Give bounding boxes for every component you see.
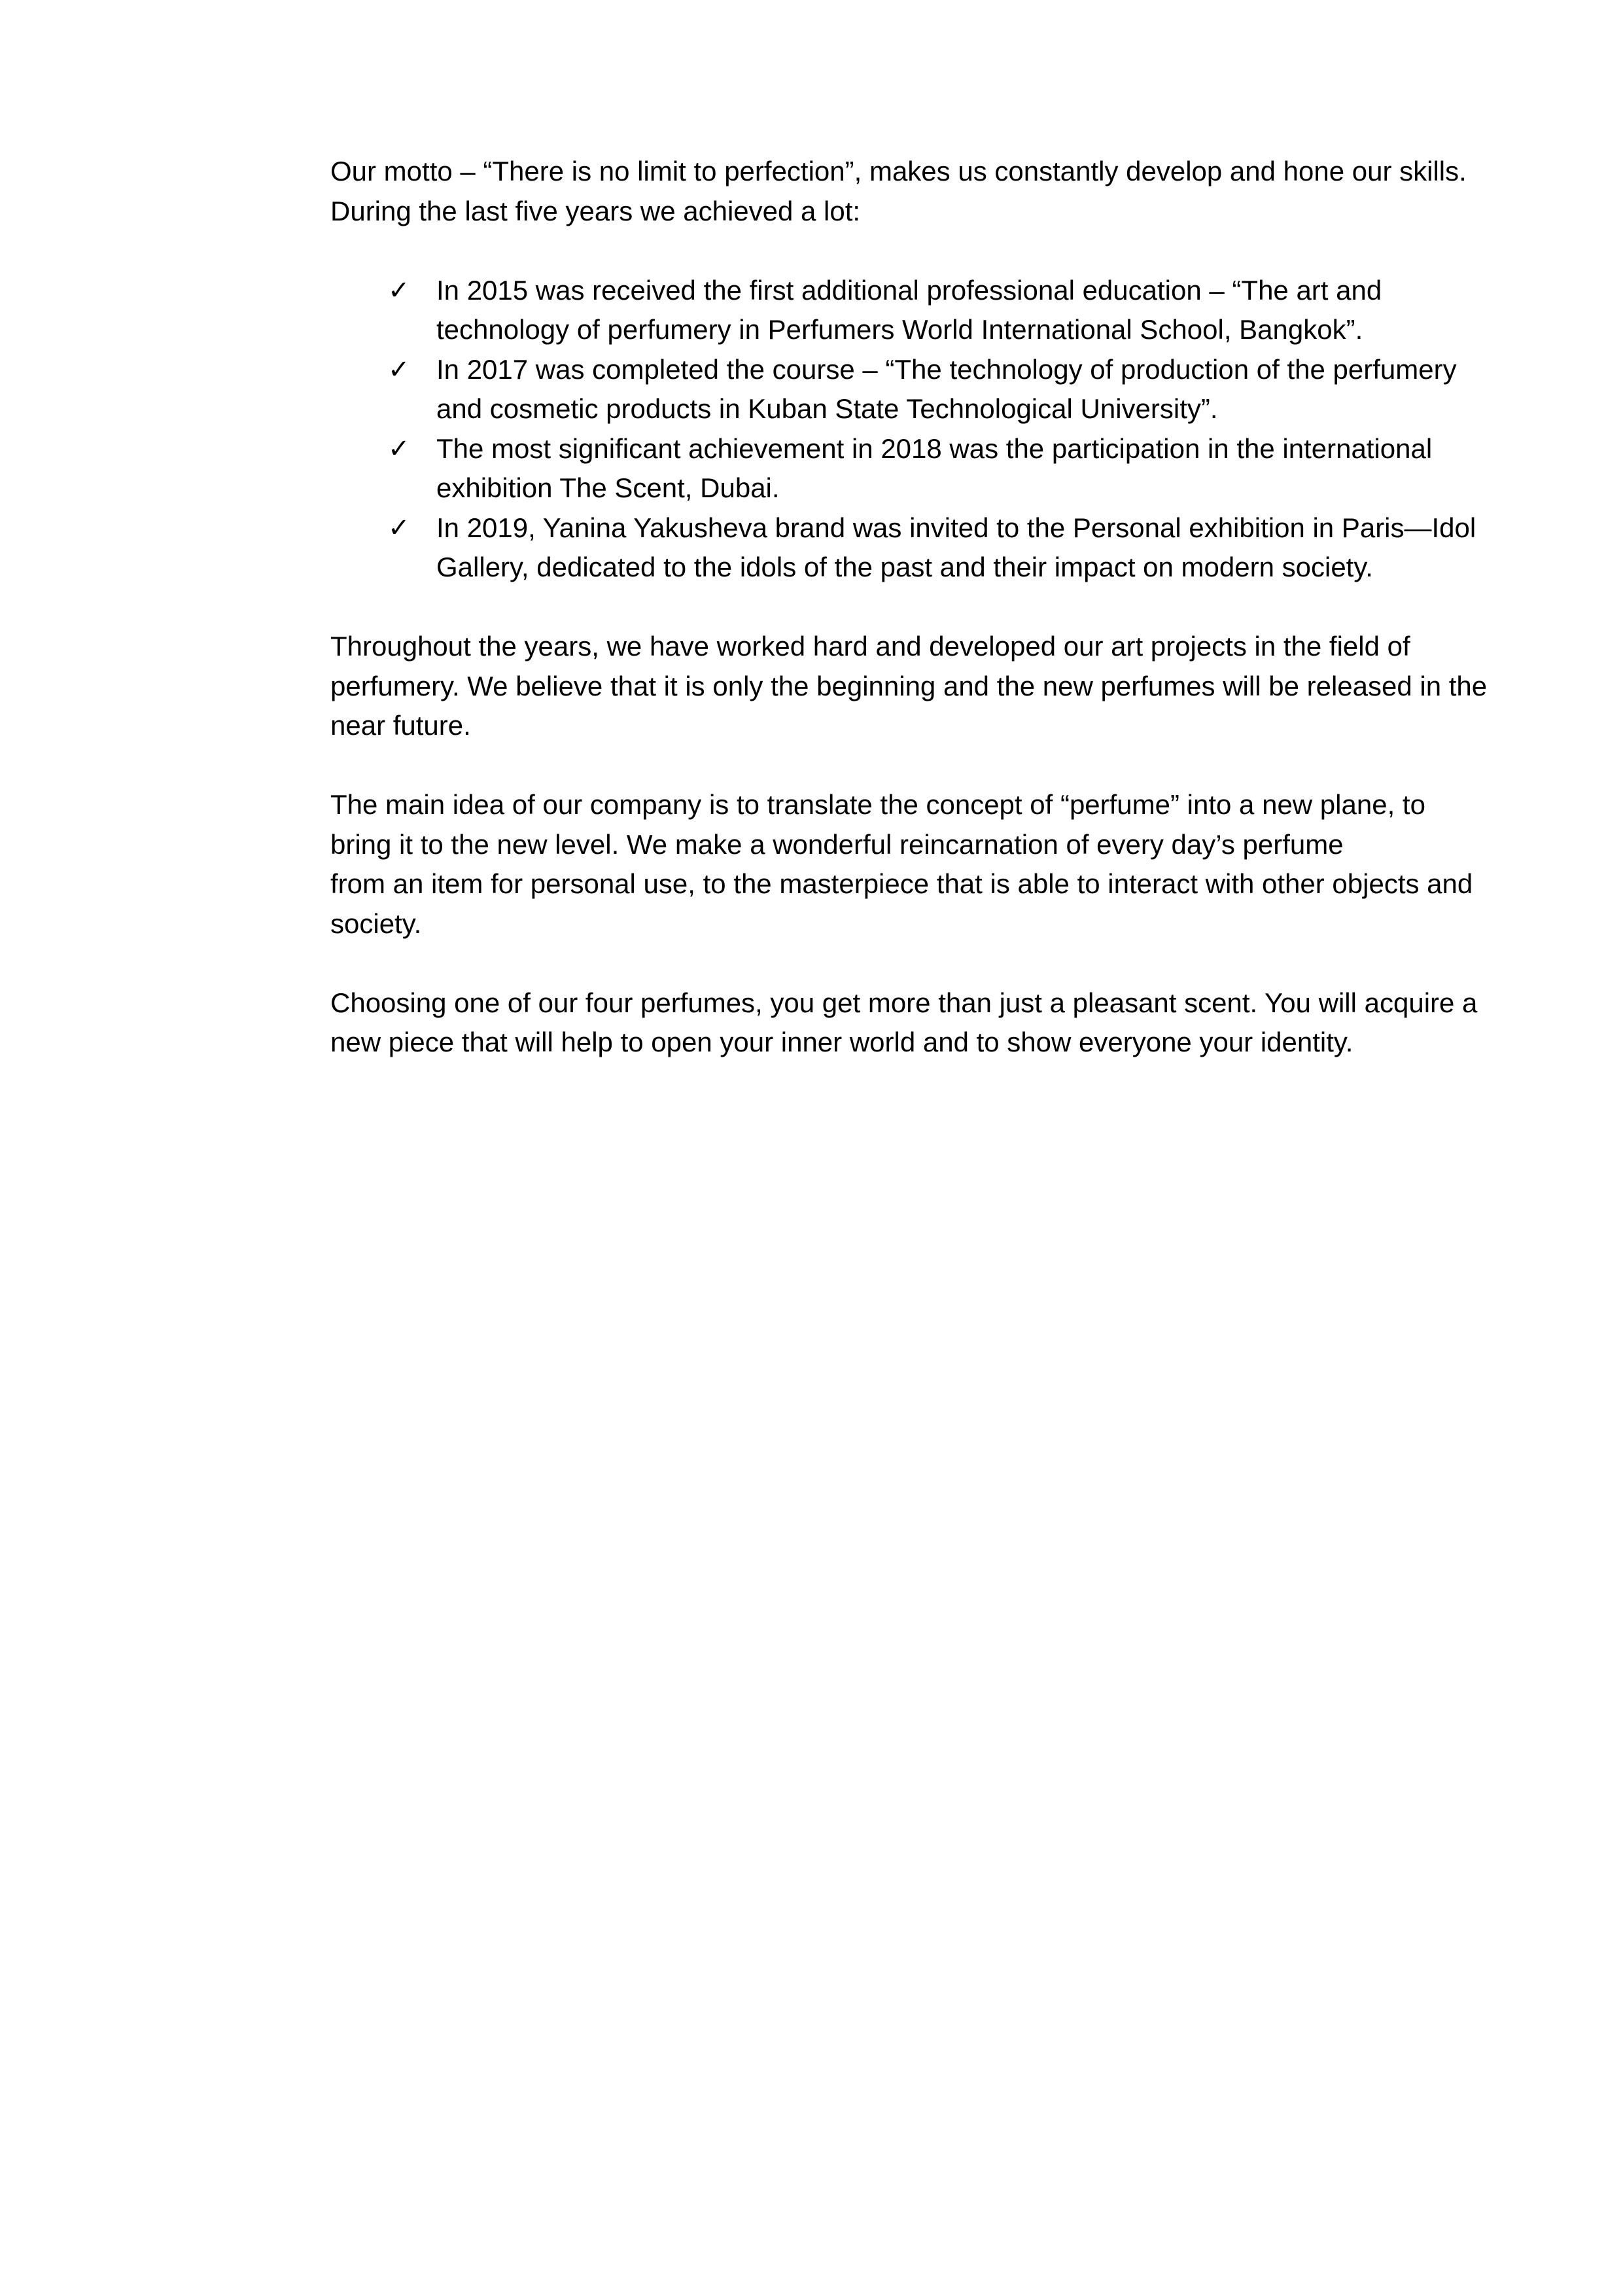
text-line: Choosing one of our four perfumes, you get more than just a pleasant scent. You will acquire a (330, 987, 1478, 1018)
text-line: bring it to the new level. We make a wonderful reincarnation of every day’s perfume (330, 828, 1344, 860)
text-line: The main idea of our company is to translate the concept of “perfume” into a new plane, to (330, 789, 1425, 820)
text-line: Our motto – “There is no limit to perfection”, makes us constantly develop and hone our skills. (330, 156, 1467, 186)
text-line: Throughout the years, we have worked hard and developed our art projects in the field of (330, 631, 1410, 662)
text-line: near future. (330, 710, 471, 741)
closing-paragraph (330, 983, 1527, 1063)
text-line: new piece that will help to open your inner world and to show everyone your identity. (330, 1027, 1353, 1057)
list-item (330, 350, 1527, 429)
document-body (330, 152, 1527, 1102)
text-line: In 2017 was completed the course – “The technology of production of the perfumery (436, 353, 1457, 385)
checkmark-icon: ✓ (388, 433, 410, 464)
text-line: The most significant achievement in 2018 was the participation in the international (436, 433, 1433, 464)
checkmark-icon: ✓ (388, 354, 410, 385)
list-item (330, 271, 1527, 350)
history-paragraph (330, 627, 1527, 746)
text-line: technology of perfumery in Perfumers World International School, Bangkok”. (436, 314, 1363, 345)
achievements-list (330, 271, 1527, 588)
text-line: exhibition The Scent, Dubai. (436, 472, 780, 503)
text-line: society. (330, 908, 422, 939)
text-line: from an item for personal use, to the masterpiece that is able to interact with other objects and (330, 868, 1473, 899)
main-idea-paragraph (330, 785, 1527, 944)
checkmark-icon: ✓ (388, 512, 410, 543)
text-line: In 2019, Yanina Yakusheva brand was invited to the Personal exhibition in Paris—Idol (436, 512, 1476, 543)
list-item (330, 508, 1527, 588)
text-line: perfumery. We believe that it is only the beginning and the new perfumes will be released in the (330, 670, 1488, 701)
checkmark-icon: ✓ (388, 275, 410, 306)
text-line: and cosmetic products in Kuban State Technological University”. (436, 393, 1218, 424)
text-line: During the last five years we achieved a lot: (330, 195, 861, 226)
text-line: Gallery, dedicated to the idols of the past and their impact on modern society. (436, 552, 1373, 582)
text-line: In 2015 was received the first additional professional education – “The art and (436, 274, 1382, 306)
list-item (330, 429, 1527, 508)
intro-paragraph (330, 152, 1527, 231)
